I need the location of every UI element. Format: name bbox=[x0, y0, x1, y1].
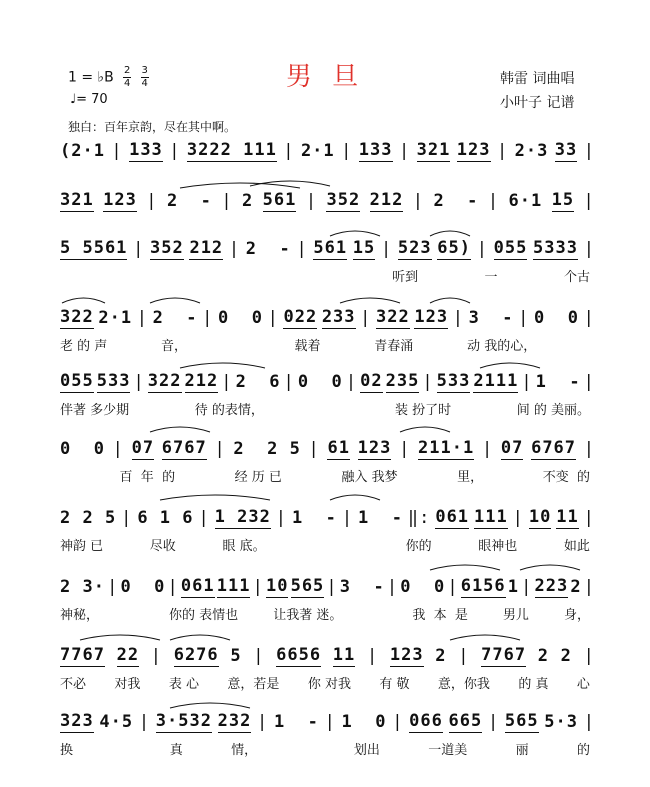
lyric-text: 你的 表情也 bbox=[169, 608, 239, 623]
note-group: 133 bbox=[129, 140, 163, 160]
note-group: 7767 bbox=[60, 645, 105, 665]
lyric-text: 我 本 是 bbox=[412, 608, 468, 623]
barline: | bbox=[412, 191, 425, 211]
notation-row bbox=[60, 238, 595, 260]
note-group: 2 2 5 bbox=[233, 439, 301, 459]
note-group: 2·3 bbox=[514, 141, 549, 161]
lyric-row bbox=[60, 604, 590, 623]
lyric-text: 里， bbox=[457, 470, 484, 485]
lyric-row bbox=[60, 335, 590, 354]
barline: | bbox=[399, 439, 411, 459]
slur-arc bbox=[170, 635, 230, 640]
slur-arc bbox=[330, 231, 380, 236]
barline: | bbox=[512, 508, 524, 528]
barline: | bbox=[487, 191, 500, 211]
barline: | bbox=[583, 646, 595, 666]
note-group: 223 bbox=[534, 576, 569, 596]
note-group: 352 bbox=[326, 190, 361, 210]
note-group: 15 bbox=[352, 238, 376, 258]
slur-arc bbox=[250, 181, 330, 186]
note-group: 1 - bbox=[291, 508, 337, 528]
lyric-text: 心 bbox=[576, 677, 590, 692]
slur-arc bbox=[430, 298, 470, 303]
note-group: 111 bbox=[473, 507, 508, 527]
lyric-text: 划出 bbox=[353, 743, 380, 758]
barline: | bbox=[341, 508, 354, 528]
lyric-row bbox=[60, 399, 590, 418]
time-signature-b: $\frac{3}{4}$ bbox=[141, 65, 148, 89]
note-group: 22 bbox=[116, 645, 140, 665]
note-group: 6 1 6 bbox=[137, 508, 194, 528]
note-group: 022 bbox=[283, 307, 318, 327]
barline: | bbox=[283, 141, 295, 161]
note-group: 055 bbox=[493, 238, 528, 258]
note-group: 2 - bbox=[245, 239, 291, 259]
note-group: 2 - bbox=[433, 191, 479, 211]
barline: | bbox=[583, 712, 595, 732]
lyric-text: 动 我的心， bbox=[467, 339, 537, 354]
note-group: 3222 111 bbox=[186, 140, 277, 160]
note-group: 2 - bbox=[166, 191, 212, 211]
note-group: 11 bbox=[332, 645, 356, 665]
barline: | bbox=[452, 308, 464, 328]
note-group: 65) bbox=[437, 238, 472, 258]
note-group: 3 - bbox=[468, 308, 514, 328]
barline: | bbox=[521, 577, 533, 597]
barline: | bbox=[112, 439, 124, 459]
barline: | bbox=[275, 508, 287, 528]
note-group: 1 0 bbox=[341, 712, 387, 732]
barline: | bbox=[169, 141, 181, 161]
lyric-text: 如此 bbox=[563, 539, 590, 554]
lyric-row bbox=[60, 266, 590, 285]
barline: | bbox=[146, 191, 158, 211]
barline: | bbox=[422, 372, 434, 392]
barline: | bbox=[221, 191, 233, 211]
barline: | bbox=[518, 308, 530, 328]
slur-arc bbox=[330, 495, 380, 500]
barline: | bbox=[496, 141, 509, 161]
note-group: 61 bbox=[327, 438, 350, 458]
lyric-text: 间 的 美丽。 bbox=[516, 403, 590, 418]
barline: | bbox=[392, 712, 404, 732]
note-group: 0 0 bbox=[120, 577, 166, 597]
notation-row bbox=[60, 140, 595, 162]
note-group: 565 bbox=[290, 576, 325, 596]
note-group: 066 bbox=[409, 711, 443, 731]
lyric-text: 个古 bbox=[563, 270, 590, 285]
barline: | bbox=[360, 308, 372, 328]
slur-arc bbox=[62, 298, 105, 303]
barline: | bbox=[121, 508, 133, 528]
lyric-text: 眼神也 bbox=[478, 539, 518, 554]
note-group: 10 bbox=[528, 507, 552, 527]
note-group: 323 bbox=[60, 711, 94, 731]
notation-row bbox=[60, 371, 595, 393]
lyric-text: 不必 bbox=[60, 677, 87, 692]
note-group: 2 bbox=[242, 191, 254, 211]
lyric-text: 眼 底。 bbox=[222, 539, 266, 554]
note-group: 0 0 bbox=[534, 308, 579, 328]
lyric-text: 真 bbox=[169, 743, 183, 758]
note-group: 6·1 bbox=[508, 191, 543, 211]
barline: | bbox=[380, 239, 393, 259]
lyric-text: 对我 bbox=[114, 677, 141, 692]
note-group: 322 bbox=[376, 307, 410, 327]
slur-arc bbox=[340, 298, 400, 303]
note-group: 665 bbox=[448, 711, 483, 731]
barline: | bbox=[583, 577, 595, 597]
note-group: 15 bbox=[551, 190, 575, 210]
slur-arc bbox=[150, 427, 210, 432]
barline: | bbox=[214, 439, 226, 459]
note-group: 1 - bbox=[358, 508, 403, 528]
note-group: 321 bbox=[416, 140, 451, 160]
note-group: 232 bbox=[217, 711, 252, 731]
lyric-text: 情， bbox=[231, 743, 258, 758]
lyric-text: 音， bbox=[161, 339, 188, 354]
lyric-text: 的 bbox=[576, 743, 590, 758]
note-group: 3·532 bbox=[155, 711, 212, 731]
note-group: 533 bbox=[96, 371, 131, 391]
barline: | bbox=[252, 577, 264, 597]
note-group: 2 bbox=[537, 646, 549, 666]
slur-arc bbox=[520, 565, 580, 570]
note-group: 11 bbox=[556, 507, 579, 527]
barline: | bbox=[481, 439, 494, 459]
barline: | bbox=[267, 308, 279, 328]
note-group: 2·1 bbox=[98, 308, 133, 328]
note-group: 055 bbox=[60, 371, 94, 391]
note-group: 565 bbox=[504, 711, 539, 731]
note-group: 2·1 bbox=[300, 141, 335, 161]
barline: | bbox=[221, 372, 233, 392]
note-group: (2·1 bbox=[60, 141, 105, 161]
lyric-text: 装 扮了时 bbox=[395, 403, 452, 418]
barline: | bbox=[345, 372, 358, 392]
note-group: 123 bbox=[389, 645, 424, 665]
note-group: 123 bbox=[103, 190, 137, 210]
lyric-text: 融入 我梦 bbox=[341, 470, 398, 485]
barline: | bbox=[296, 239, 308, 259]
lyric-text: 听到 bbox=[392, 270, 419, 285]
lyric-text: 一 bbox=[484, 270, 498, 285]
barline: | bbox=[283, 372, 295, 392]
barline: | bbox=[257, 712, 269, 732]
slur-arc bbox=[80, 635, 160, 640]
notation-row bbox=[60, 438, 595, 460]
slur-arc bbox=[150, 298, 200, 303]
note-group: 523 bbox=[397, 238, 432, 258]
note-group: 5 bbox=[230, 646, 242, 666]
lyric-row bbox=[60, 466, 590, 485]
note-group: 33 bbox=[554, 140, 578, 160]
note-group: 0 0 bbox=[400, 577, 446, 597]
note-group: 352 bbox=[150, 238, 184, 258]
note-group: 6156 bbox=[460, 576, 506, 596]
barline: | bbox=[521, 372, 533, 392]
note-group: 3 - bbox=[339, 577, 385, 597]
key-signature-text: 1 = ♭B bbox=[68, 69, 114, 86]
barline: | bbox=[398, 141, 411, 161]
note-group: 6767 bbox=[531, 438, 577, 458]
note-group: 07 bbox=[131, 438, 155, 458]
notation-row bbox=[60, 307, 595, 329]
barline: | bbox=[476, 239, 488, 259]
barline: | bbox=[341, 141, 353, 161]
note-group: 561 bbox=[313, 238, 348, 258]
note-group: 322 bbox=[60, 307, 94, 327]
note-group: 6656 bbox=[276, 645, 322, 665]
barline: | bbox=[111, 141, 123, 161]
note-group: 5·3 bbox=[544, 712, 578, 732]
time-signature-a: $\frac{2}{4}$ bbox=[124, 65, 131, 89]
barline: | bbox=[583, 239, 595, 259]
lyric-text: 神秘， bbox=[60, 608, 100, 623]
lyric-text: 有 敬 bbox=[379, 677, 410, 692]
note-group: 123 bbox=[414, 307, 449, 327]
barline: | bbox=[583, 372, 595, 392]
note-group: 235 bbox=[385, 371, 420, 391]
note-group: 123 bbox=[357, 438, 392, 458]
slur-arc bbox=[480, 363, 540, 368]
note-group: 212 bbox=[184, 371, 219, 391]
notation-row bbox=[60, 576, 595, 598]
note-group: 0 0 bbox=[297, 372, 343, 392]
lyric-row bbox=[60, 535, 590, 554]
barline: | bbox=[253, 646, 265, 666]
quarter-note-icon: ♩ bbox=[70, 92, 77, 107]
note-group: 321 bbox=[60, 190, 94, 210]
barline: | bbox=[366, 646, 379, 666]
lyric-text: 男儿 bbox=[502, 608, 529, 623]
note-group: 2 bbox=[570, 577, 582, 597]
note-group: 212 bbox=[369, 190, 404, 210]
lyric-text: 表 心 bbox=[168, 677, 199, 692]
transcriber-credit: 小叶子 记谱 bbox=[500, 95, 575, 111]
barline: | bbox=[228, 239, 241, 259]
note-group: 123 bbox=[456, 140, 491, 160]
lyric-text: 载着 bbox=[294, 339, 321, 354]
barline: | bbox=[107, 577, 119, 597]
barline: | bbox=[458, 646, 470, 666]
barline: | bbox=[136, 308, 148, 328]
note-group: 6276 bbox=[173, 645, 219, 665]
notation-row bbox=[60, 711, 595, 733]
composer-credit: 韩雷 词曲唱 bbox=[500, 71, 575, 87]
note-group: 1 232 bbox=[214, 507, 271, 527]
lyric-text: 伴著 多少期 bbox=[60, 403, 130, 418]
tempo-marking bbox=[70, 92, 108, 107]
lyric-text: 尽收 bbox=[149, 539, 176, 554]
barline: | bbox=[324, 712, 336, 732]
note-group: 061 bbox=[435, 507, 470, 527]
note-group: 212 bbox=[189, 238, 224, 258]
barline: | bbox=[386, 577, 399, 597]
lyric-text: 百 年 的 bbox=[119, 470, 176, 485]
barline: | bbox=[150, 646, 163, 666]
note-group: 1 - bbox=[273, 712, 319, 732]
note-group: 2 bbox=[435, 646, 447, 666]
key-signature bbox=[68, 66, 149, 89]
lyric-text: 一道美 bbox=[428, 743, 468, 758]
note-group: 1 bbox=[507, 577, 520, 597]
barline: | bbox=[202, 308, 214, 328]
barline: | bbox=[487, 712, 500, 732]
note-group: 4·5 bbox=[99, 712, 134, 732]
lyric-row bbox=[60, 673, 590, 692]
note-group: 211·1 bbox=[418, 438, 475, 458]
notation-row bbox=[60, 507, 595, 529]
barline: | bbox=[167, 577, 179, 597]
slur-arc bbox=[400, 427, 450, 432]
slur-arc bbox=[180, 183, 300, 188]
slur-arc bbox=[180, 363, 265, 368]
note-group: 6767 bbox=[161, 438, 207, 458]
note-group: 133 bbox=[358, 140, 393, 160]
slur-arc bbox=[430, 565, 500, 570]
slur-arc bbox=[450, 635, 520, 640]
slur-arc bbox=[170, 703, 250, 708]
lyric-text: 丽 bbox=[515, 743, 529, 758]
note-group: 533 bbox=[436, 371, 471, 391]
barline: | bbox=[138, 712, 151, 732]
note-group: 111 bbox=[216, 576, 251, 596]
lyric-text: 神韵 已 bbox=[60, 539, 104, 554]
note-group: 561 bbox=[262, 190, 297, 210]
barline: | bbox=[133, 239, 145, 259]
note-group: 2 3· bbox=[60, 577, 105, 597]
note-group: 322 bbox=[147, 371, 182, 391]
lyric-text: 不变 的 bbox=[542, 470, 590, 485]
lyric-text: 意，若是 bbox=[227, 677, 280, 692]
lyric-text: 待 的表情， bbox=[194, 403, 264, 418]
lyric-text: 的 真 bbox=[518, 677, 549, 692]
lyric-text: 让我著 迷。 bbox=[273, 608, 343, 623]
note-group: 061 bbox=[180, 576, 215, 596]
barline: | bbox=[326, 577, 338, 597]
intro-monologue: 独白：百年京韵，尽在其中啊。 bbox=[68, 120, 237, 134]
note-group: 7767 bbox=[481, 645, 527, 665]
barline: | bbox=[583, 508, 595, 528]
lyric-text: 你的 bbox=[405, 539, 432, 554]
barline: | bbox=[583, 308, 595, 328]
notation-row bbox=[60, 190, 595, 212]
lyric-text: 经 历 已 bbox=[234, 470, 282, 485]
song-title: 男 旦 bbox=[285, 62, 365, 92]
slur-arc bbox=[160, 495, 270, 500]
note-group: 2111 bbox=[473, 371, 519, 391]
barline: ‖: bbox=[407, 508, 431, 528]
barline: | bbox=[447, 577, 459, 597]
note-group: 2 6 bbox=[235, 372, 281, 392]
tempo-value: = 70 bbox=[76, 92, 108, 107]
note-group: 0 0 bbox=[218, 308, 263, 328]
note-group: 5333 bbox=[533, 238, 578, 258]
note-group: 5 5561 bbox=[60, 238, 128, 258]
note-group: 02 bbox=[360, 371, 383, 391]
lyric-text: 老 的 声 bbox=[60, 339, 108, 354]
slur-arc bbox=[430, 231, 470, 236]
note-group: 2 bbox=[560, 646, 572, 666]
lyric-row bbox=[60, 739, 590, 758]
note-group: 0 0 bbox=[60, 439, 105, 459]
lyric-text: 你 对我 bbox=[307, 677, 351, 692]
lyric-text: 意，你我 bbox=[437, 677, 490, 692]
note-group: 2 2 5 bbox=[60, 508, 117, 528]
note-group: 1 - bbox=[535, 372, 581, 392]
barline: | bbox=[583, 191, 595, 211]
lyric-text: 身， bbox=[563, 608, 590, 623]
barline: | bbox=[583, 141, 595, 161]
barline: | bbox=[198, 508, 210, 528]
barline: | bbox=[133, 372, 145, 392]
note-group: 10 bbox=[265, 576, 289, 596]
barline: | bbox=[305, 191, 318, 211]
note-group: 07 bbox=[500, 438, 524, 458]
barline: | bbox=[308, 439, 320, 459]
lyric-text: 换 bbox=[60, 743, 74, 758]
note-group: 233 bbox=[321, 307, 356, 327]
barline: | bbox=[583, 439, 595, 459]
lyric-text: 青春涌 bbox=[374, 339, 414, 354]
notation-row bbox=[60, 645, 595, 667]
note-group: 2 - bbox=[152, 308, 198, 328]
